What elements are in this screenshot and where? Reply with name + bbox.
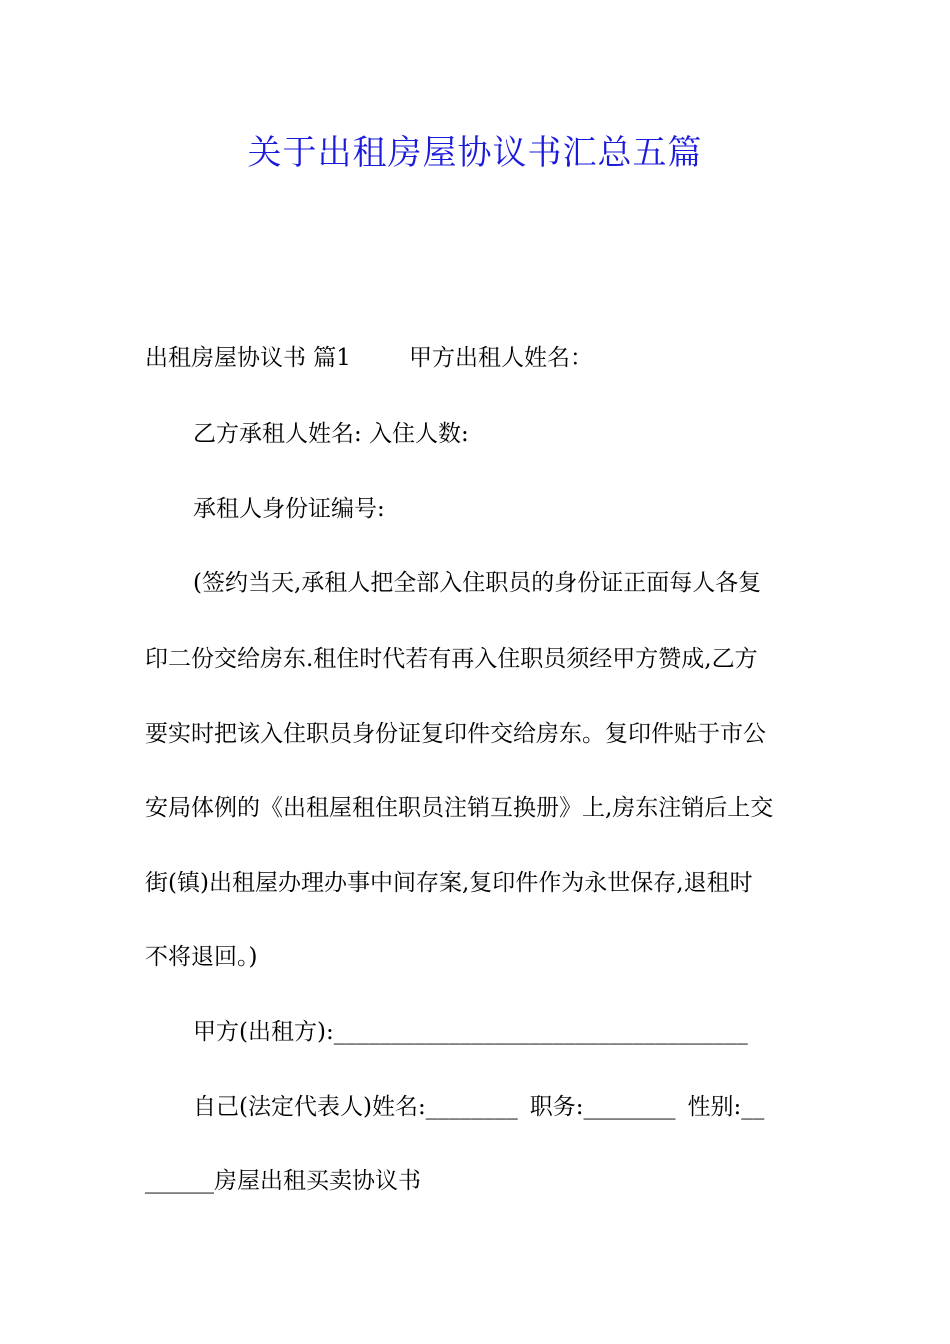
paragraph-line-5: 街(镇)出租屋办理办事中间存案,复印件作为永世保存,退租时 <box>145 870 753 896</box>
representative-name-field: 自己(法定代表人)姓名:________ <box>193 1094 518 1120</box>
paragraph-line-4: 安局体例的《出租屋租住职员注销互换册》上,房东注销后上交 <box>145 795 774 821</box>
document-title: 关于出租房屋协议书汇总五篇 <box>247 133 703 173</box>
id-number-line: 承租人身份证编号: <box>193 496 385 522</box>
position-field: 职务:________ <box>529 1094 676 1120</box>
paragraph-line-6: 不将退回。) <box>145 944 258 970</box>
section-heading-line <box>145 341 825 375</box>
paragraph-line-3: 要实时把该入住职员身份证复印件交给房东。复印件贴于市公 <box>145 721 766 747</box>
sale-agreement-heading: ______房屋出租买卖协议书 <box>145 1168 421 1194</box>
lessor-name-label: 甲方出租人姓名： <box>408 345 593 371</box>
representative-line <box>193 1090 873 1124</box>
paragraph-line-2: 印二份交给房东.租住时代若有再入住职员须经甲方赞成,乙方 <box>145 646 758 672</box>
gender-field: 性别:__ <box>687 1094 765 1120</box>
lessor-signature-line: 甲方(出租方):____________________________________ <box>193 1019 748 1045</box>
paragraph-line-1: (签约当天,承租人把全部入住职员的身份证正面每人各复 <box>193 570 762 596</box>
lessee-name-line: 乙方承租人姓名: 入住人数: <box>193 421 469 447</box>
section-heading: 出租房屋协议书 篇1 <box>145 345 351 371</box>
